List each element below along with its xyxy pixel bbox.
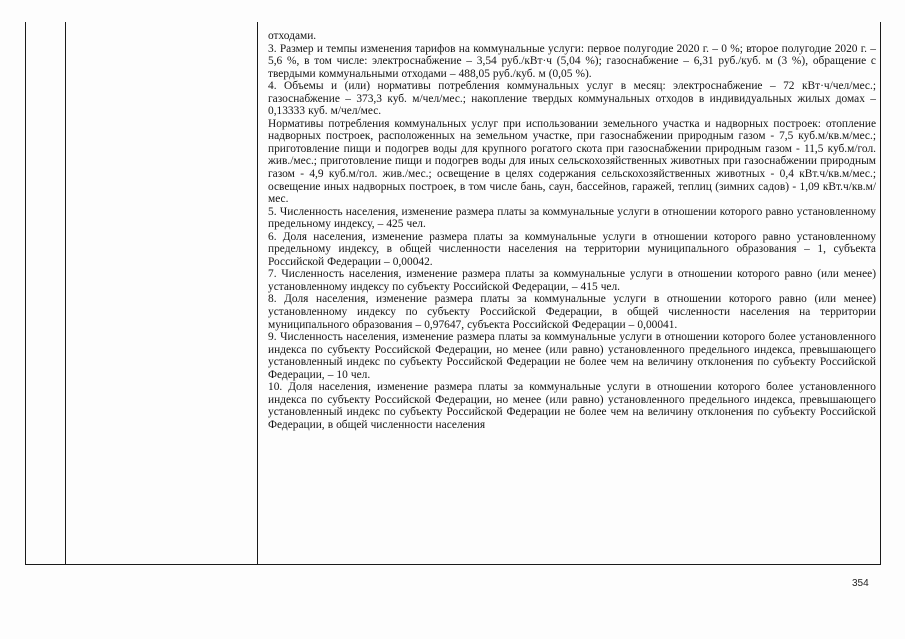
table-column-number (26, 22, 66, 564)
paragraph-land-plot-norms: Нормативы потребления коммунальных услуг при использовании земельного участка и надворных построек: отопление надворных построек, расположенных на земельном участке, при газоснабжении природным газом - 7,5 куб.м/кв.м/мес.; приготовление пищи и подогрев воды для крупного рогатого скота при газоснабжении природным газом - 11,5 куб.м/гол. жив./мес.; приготовление пищи и подогрев воды для иных сельскохозяйственных животных при газоснабжении природным газом - 4,9 куб.м/гол. жив./мес.; освещение в целях содержания сельскохозяйственных животных - 0,4 кВт.ч/кв.м/мес.; освещение иных надворных построек, в том числе бань, саун, бассейнов, гаражей, теплиц (зимних садов) - 1,09 кВт.ч/кв.м/мес. (268, 117, 876, 206)
paragraph-waste-tail: отходами. (268, 30, 317, 42)
page-number: 354 (852, 578, 869, 589)
paragraph-population-equal-limit: 5. Численность населения, изменение размера платы за коммунальные услуги в отношении которого равно установленному предельному индексу, – 425 чел. (268, 205, 876, 231)
document-table (25, 22, 881, 565)
paragraph-share-above-index: 10. Доля населения, изменение размера платы за коммунальные услуги в отношении которого более установленного индекса по субъекту Российской Федерации, но менее (или равно) установленного предельного индекса, превышающего установленный индекс по субъекту Российской Федерации не более чем на величину отклонения по субъекту Российской Федерации, в общей численности населения (268, 381, 876, 431)
paragraph-tariff-changes: 3. Размер и темпы изменения тарифов на коммунальные услуги: первое полугодие 2020 г. – 0 %; второе полугодие 2020 г. – 5,6 %, в том числе: электроснабжение – 3,54 руб./кВт·ч (5,04 %); газоснабжение – 6,31 руб./куб. м (3 %), обращение с твердыми коммунальными отходами – 488,05 руб./куб. м (0,05 %). (268, 42, 876, 80)
paragraph-share-equal-limit: 6. Доля населения, изменение размера платы за коммунальные услуги в отношении которого равно установленному предельному индексу, в общей численности населения на территории муниципального образования – 1, субъекта Российской Федерации – 0,00042. (268, 230, 876, 268)
paragraph-share-below-index: 8. Доля населения, изменение размера платы за коммунальные услуги в отношении которого равно (или менее) установленному индексу по субъекту Российской Федерации, в общей численности населения на территории муниципального образования – 0,97647, субъекта Российской Федерации – 0,00041. (268, 293, 876, 331)
table-column-content (258, 22, 882, 564)
paragraph-population-below-index: 7. Численность населения, изменение размера платы за коммунальные услуги в отношении которого равно (или менее) установленному индексу по субъекту Российской Федерации, – 415 чел. (268, 268, 876, 293)
table-column-name (66, 22, 258, 564)
paragraph-population-above-index: 9. Численность населения, изменение размера платы за коммунальные услуги в отношении которого более установленного индекса по субъекту Российской Федерации, но менее (или равно) установленного предельного индекса, превышающего установленный индекс по субъекту Российской Федерации не более чем на величину отклонения по субъекту Российской Федерации, – 10 чел. (268, 331, 876, 381)
paragraph-consumption-volumes: 4. Объемы и (или) нормативы потребления коммунальных услуг в месяц: электроснабжение – 72 кВт·ч/чел/мес.; газоснабжение – 373,3 куб. м/чел/мес.; накопление твердых коммунальных отходов в индивидуальных жилых домах – 0,13333 куб. м/чел/мес. (268, 80, 876, 118)
